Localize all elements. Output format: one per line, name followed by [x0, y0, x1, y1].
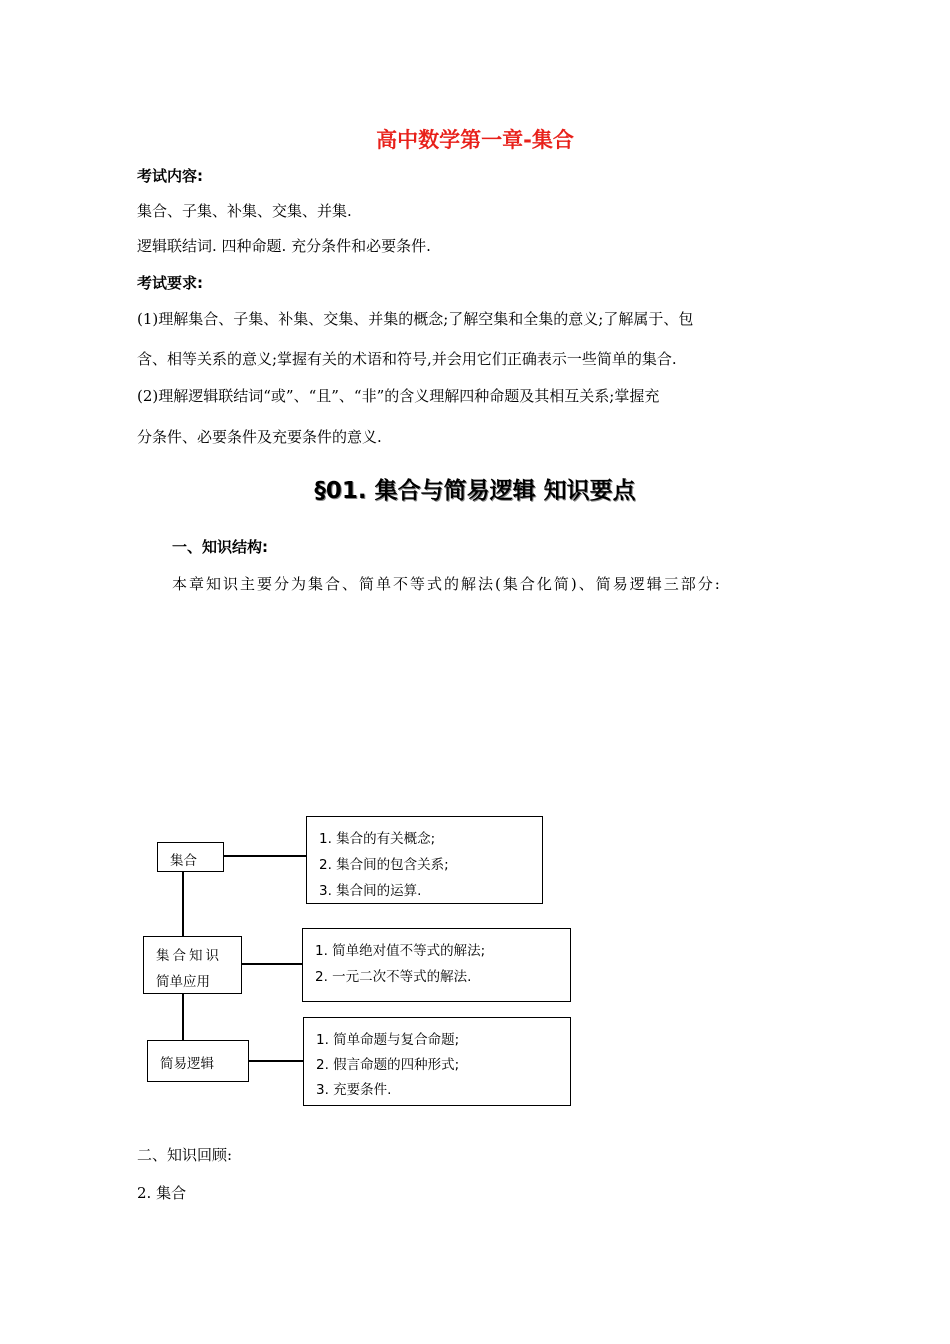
list-item: 3. 集合间的运算. — [319, 883, 422, 899]
review-item: 2. 集合 — [137, 1184, 187, 1202]
list-item: 2. 假言命题的四种形式; — [316, 1057, 460, 1073]
structure-heading: 一、知识结构: — [172, 538, 268, 556]
list-item: 2. 一元二次不等式的解法. — [315, 969, 472, 985]
list-item: 1. 简单命题与复合命题; — [316, 1032, 460, 1048]
node-label: 简单应用 — [156, 974, 210, 990]
exam-requirements-heading: 考试要求: — [137, 274, 203, 292]
node-sets-application — [143, 936, 242, 994]
node-simple-logic — [147, 1040, 249, 1082]
connector-line — [241, 963, 303, 965]
list-item: 1. 集合的有关概念; — [319, 831, 436, 847]
review-heading: 二、知识回顾: — [137, 1146, 233, 1164]
connector-line — [182, 993, 184, 1040]
list-item: 2. 集合间的包含关系; — [319, 857, 449, 873]
connector-line — [182, 871, 184, 937]
node-label: 简易逻辑 — [160, 1056, 214, 1072]
detail-box-sets — [306, 816, 543, 904]
requirement-text: 分条件、必要条件及充要条件的意义. — [137, 428, 382, 446]
connector-line — [223, 855, 307, 857]
detail-box-logic — [303, 1017, 571, 1106]
list-item: 1. 简单绝对值不等式的解法; — [315, 943, 486, 959]
node-label: 集合 — [170, 853, 197, 869]
requirement-text: 含、相等关系的意义;掌握有关的术语和符号,并会用它们正确表示一些简单的集合. — [137, 350, 677, 368]
exam-content-heading: 考试内容: — [137, 167, 203, 185]
node-label: 集合知识 — [156, 948, 222, 964]
exam-content-line: 逻辑联结词. 四种命题. 充分条件和必要条件. — [137, 237, 431, 255]
page-title: 高中数学第一章-集合 — [376, 128, 574, 152]
requirement-text: (2)理解逻辑联结词“或”、“且”、“非”的含义理解四种命题及其相互关系;掌握充 — [137, 387, 660, 405]
node-sets — [157, 842, 224, 872]
requirement-text: (1)理解集合、子集、补集、交集、并集的概念;了解空集和全集的意义;了解属于、包 — [137, 310, 694, 328]
section-title: §01. 集合与简易逻辑 知识要点 — [314, 478, 636, 504]
connector-line — [248, 1060, 304, 1062]
exam-content-line: 集合、子集、补集、交集、并集. — [137, 202, 352, 220]
structure-description: 本章知识主要分为集合、简单不等式的解法(集合化简)、简易逻辑三部分: — [172, 575, 722, 593]
detail-box-inequalities — [302, 928, 571, 1002]
list-item: 3. 充要条件. — [316, 1082, 392, 1098]
